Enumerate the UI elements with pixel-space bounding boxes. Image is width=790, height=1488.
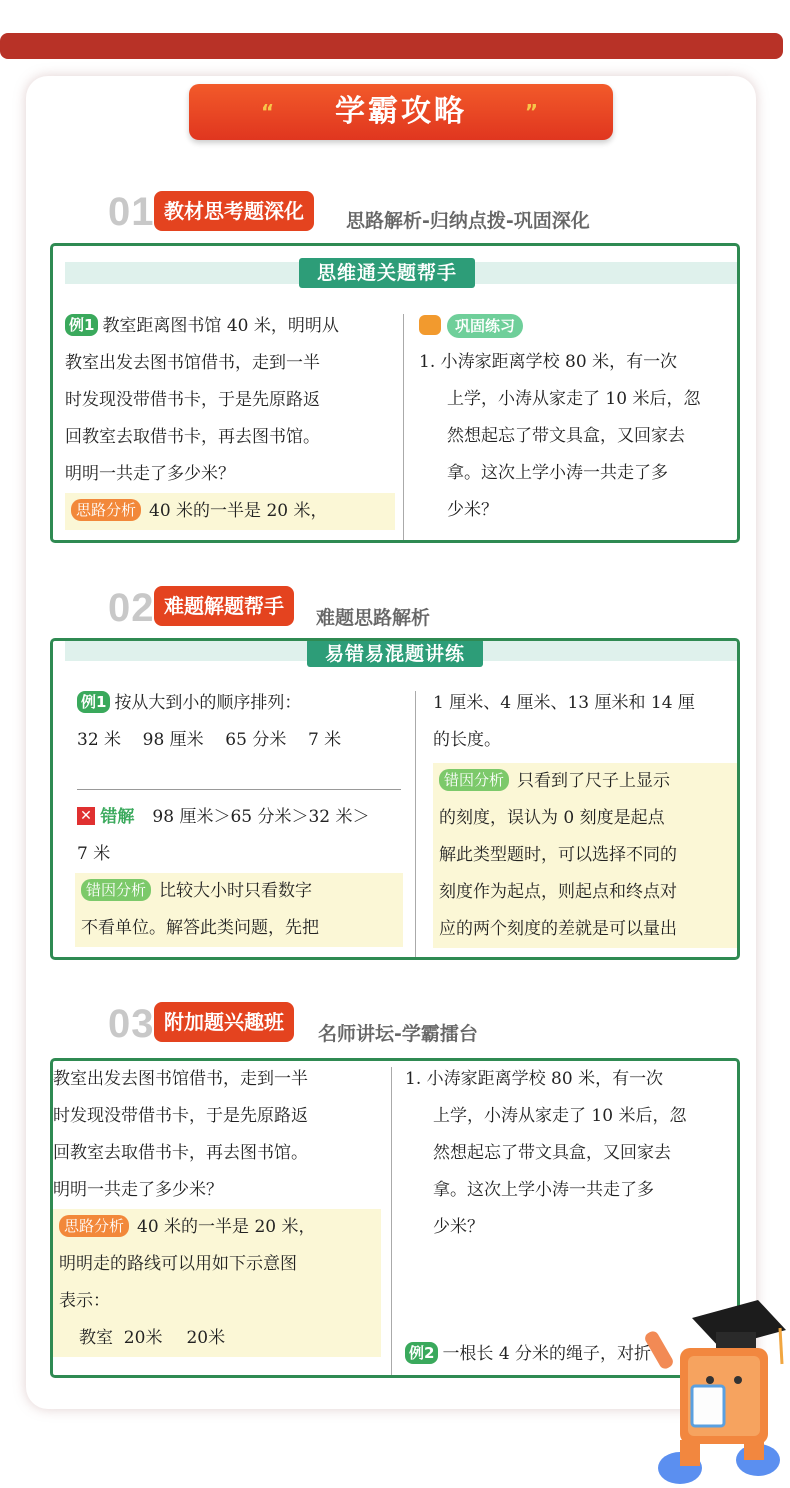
page-title: 学霸攻略 xyxy=(335,94,467,129)
practice-line: 拿。这次上学小涛一共走了多 xyxy=(433,1180,654,1200)
reason-line: 刻度作为起点，则起点和终点对 xyxy=(439,882,677,902)
section-subtitle: 难题思路解析 xyxy=(316,607,431,629)
reason-line: 不看单位。解答此类问题，先把 xyxy=(81,918,319,938)
reason-tag: 错因分析 xyxy=(439,769,509,791)
page-banner xyxy=(189,84,613,140)
practice-line: 然想起忘了带文具盒，又回家去 xyxy=(447,426,685,446)
column-divider xyxy=(415,691,416,960)
practice-line: 1. 小涛家距离学校 80 米，有一次 xyxy=(419,352,678,372)
analysis-line: 明明走的路线可以用如下示意图 xyxy=(59,1254,297,1274)
reason-line: 比较大小时只看数字 xyxy=(159,881,313,901)
divider-line xyxy=(77,789,401,790)
practice-label: 巩固练习 xyxy=(447,314,523,338)
section-tag: 难题解题帮手 xyxy=(154,586,294,626)
analysis-text: 40 米的一半是 20 米， xyxy=(149,501,328,521)
column-divider xyxy=(403,314,404,543)
reason-line: 只看到了尺子上显示 xyxy=(517,771,671,791)
example-line: 教室出发去图书馆借书，走到一半 xyxy=(65,353,320,373)
example-tag: 例2 xyxy=(405,1342,438,1364)
section-number: 01 xyxy=(108,190,155,234)
example-line: 明明一共走了多少米？ xyxy=(65,464,235,484)
practice-line: 上学，小涛从家走了 10 米后，忽 xyxy=(447,389,701,409)
reason-line: 的刻度，误认为 0 刻度是起点 xyxy=(439,808,665,828)
wrong-answer-block xyxy=(77,799,407,947)
example-tag: 例1 xyxy=(77,691,110,713)
right-line: 的长度。 xyxy=(433,730,501,750)
column-divider xyxy=(391,1067,392,1377)
example-line: 教室距离图书馆 40 米，明明从 xyxy=(102,316,339,336)
practice-line: 少米？ xyxy=(433,1217,484,1237)
right-line: 1 厘米、4 厘米、13 厘米和 14 厘 xyxy=(433,693,695,713)
wrong-mark-icon: ✕ xyxy=(77,807,95,825)
banner-quote-close: ” xyxy=(524,100,541,124)
practice-line: 然想起忘了带文具盒，又回家去 xyxy=(433,1143,671,1163)
section-ribbon: 思维通关题帮手 xyxy=(299,258,475,288)
reason-line: 解此类型题时，可以选择不同的 xyxy=(439,845,677,865)
example-items: 32 米 98 厘米 65 分米 7 米 xyxy=(77,730,342,750)
reason-tag: 错因分析 xyxy=(81,879,151,901)
practice-line: 上学，小涛从家走了 10 米后，忽 xyxy=(433,1106,687,1126)
reason-line: 应的两个刻度的差就是可以量出 xyxy=(439,919,677,939)
example-column xyxy=(65,308,395,530)
analysis-tag: 思路分析 xyxy=(59,1215,129,1237)
section-03-panel xyxy=(50,1058,740,1378)
example-line: 回教室去取借书卡，再去图书馆。 xyxy=(53,1143,308,1163)
example-column xyxy=(77,685,407,759)
section-ribbon: 易错易混题讲练 xyxy=(307,639,483,667)
section-tag: 附加题兴趣班 xyxy=(154,1002,294,1042)
book-mascot-icon xyxy=(640,1300,790,1488)
section-02-panel xyxy=(50,638,740,960)
example-tag: 例1 xyxy=(65,314,98,336)
practice-line: 少米？ xyxy=(447,500,498,520)
practice-line: 拿。这次上学小涛一共走了多 xyxy=(447,463,668,483)
example-line: 时发现没带借书卡，于是先原路返 xyxy=(53,1106,308,1126)
example-question: 按从大到小的顺序排列： xyxy=(114,693,302,713)
banner-quote-open: “ xyxy=(261,100,278,124)
section-subtitle: 名师讲坛-学霸擂台 xyxy=(318,1023,478,1045)
robot-icon xyxy=(419,315,441,335)
diagram-label: 20米 xyxy=(186,1328,226,1348)
top-decor-bar xyxy=(0,33,783,59)
section-number: 03 xyxy=(108,1002,155,1046)
analysis-tag: 思路分析 xyxy=(71,499,141,521)
practice-column xyxy=(419,312,740,529)
example-line: 教室出发去图书馆借书，走到一半 xyxy=(53,1069,308,1089)
example-text: 一根长 4 分米的绳子，对折 xyxy=(442,1344,652,1364)
section-number: 02 xyxy=(108,586,155,630)
wrong-line: 98 厘米＞65 分米＞32 米＞ xyxy=(152,807,370,827)
diagram-label: 教室 20米 xyxy=(79,1328,163,1348)
section-tag: 教材思考题深化 xyxy=(154,191,314,231)
analysis-line: 表示： xyxy=(59,1291,110,1311)
example-line: 时发现没带借书卡，于是先原路返 xyxy=(65,390,320,410)
analysis-line: 40 米的一半是 20 米， xyxy=(137,1217,316,1237)
practice-line: 1. 小涛家距离学校 80 米，有一次 xyxy=(405,1069,664,1089)
section-01-panel xyxy=(50,243,740,543)
example-column xyxy=(53,1061,383,1357)
right-column xyxy=(433,685,740,948)
example-line: 明明一共走了多少米？ xyxy=(53,1180,223,1200)
example-line: 回教室去取借书卡，再去图书馆。 xyxy=(65,427,320,447)
wrong-line: 7 米 xyxy=(77,844,111,864)
section-subtitle: 思路解析-归纳点拨-巩固深化 xyxy=(346,210,590,232)
wrong-label: 错解 xyxy=(100,807,135,827)
